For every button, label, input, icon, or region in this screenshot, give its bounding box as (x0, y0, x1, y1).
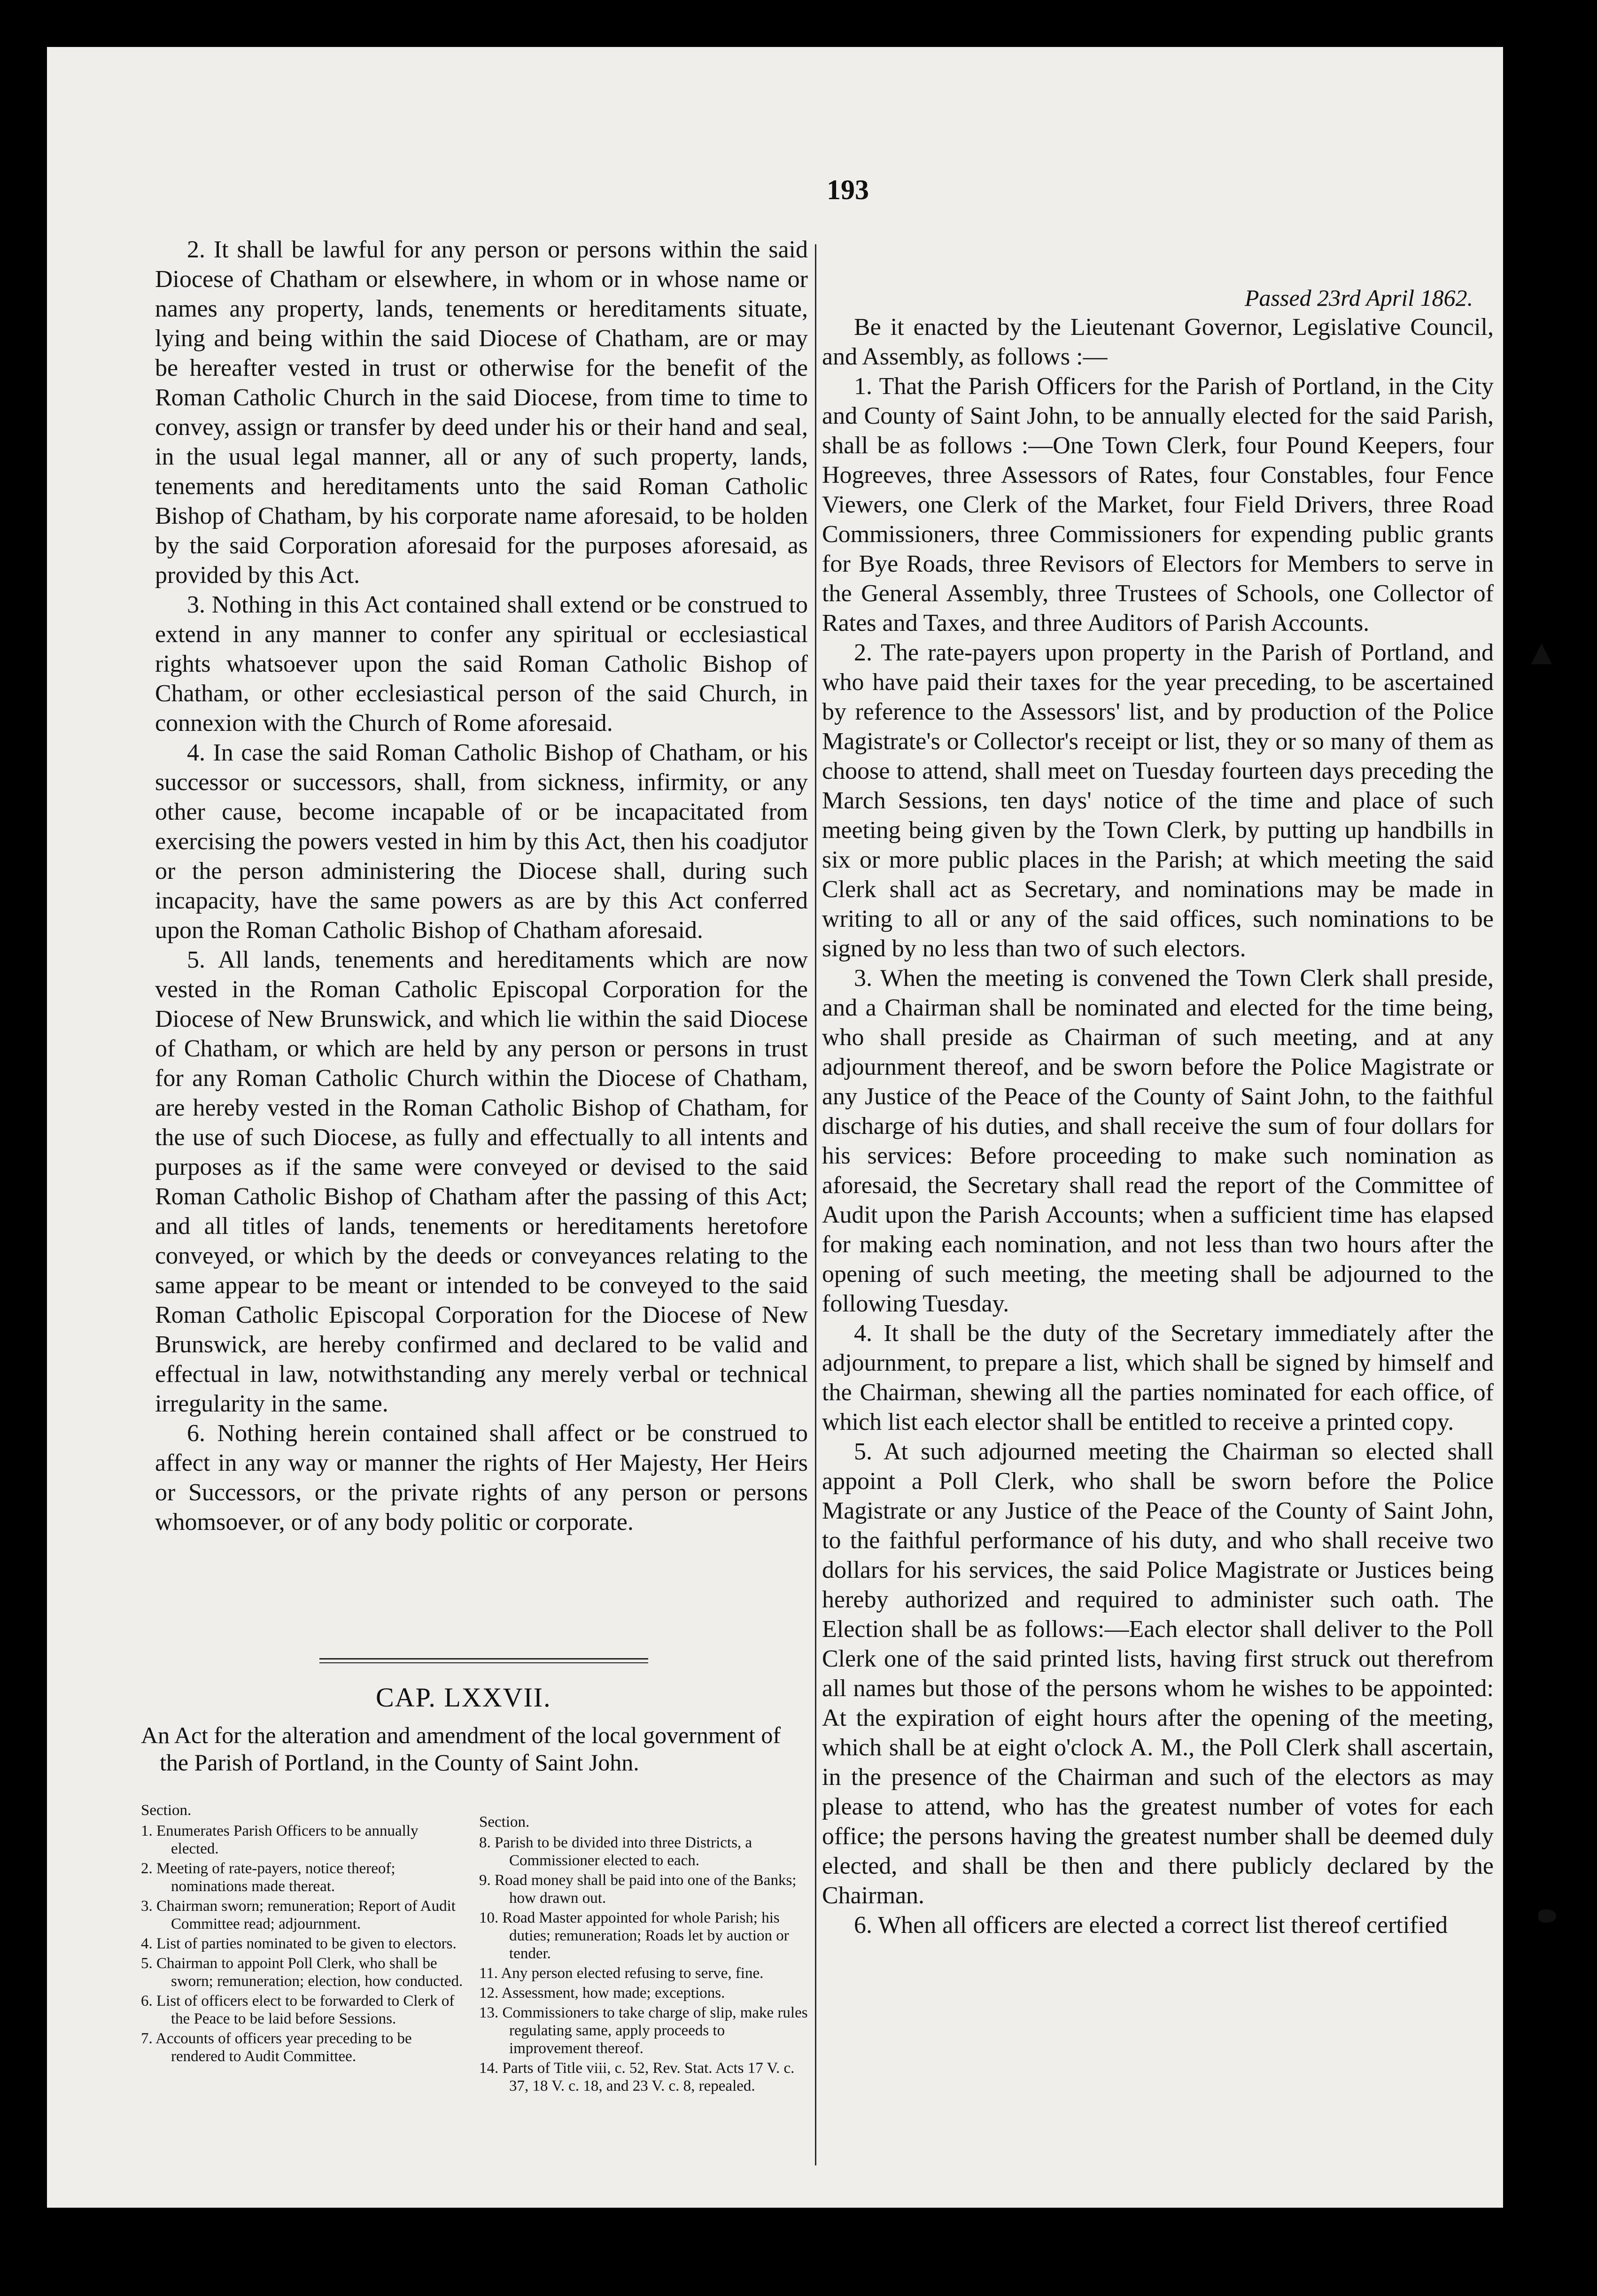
margin-mark-icon (1538, 1909, 1556, 1923)
chapter-heading: CAP. LXXVII. (376, 1682, 551, 1713)
paragraph: 3. When the meeting is convened the Town Clerk shall preside, and a Chairman shall be nominated and elected for the time being, who shall preside as Chairman of such meeting, and at any adjournment thereof, and be sworn before the Police Magistrate or any Justice of the Peace of the County of Saint John, to the faithful discharge of his duties, and shall receive the sum of four dollars for his services: Before proceeding to make such nomination as aforesaid, the Secretary shall read the report of the Committee of Audit upon the Parish Accounts; when a sufficient time has elapsed for making each nomination, and not less than two hours after the opening of such meeting, the meeting shall be adjourned to the following Tuesday. (822, 965, 1494, 1317)
section-item: 5. Chairman to appoint Poll Clerk, who shall be sworn; remuneration; election, how conducted. (141, 1955, 463, 1990)
section-item: 4. List of parties nominated to be given to electors. (141, 1935, 457, 1952)
sections-header: Section. (141, 1802, 192, 1819)
column-divider (815, 244, 816, 2165)
separator-rule (319, 1658, 648, 1663)
section-item: 10. Road Master appointed for whole Parish; his duties; remuneration; Roads let by auction or tender. (479, 1909, 789, 1962)
sections-header: Section. (479, 1814, 530, 1831)
paragraph: 6. When all officers are elected a correct list thereof certified (854, 1912, 1448, 1939)
section-item: 13. Commissioners to take charge of slip, make rules regulating same, apply proceeds to improvement thereof. (479, 2004, 808, 2057)
sections-list-left (141, 1801, 470, 2067)
passed-date: Passed 23rd April 1862. (1245, 285, 1473, 311)
section-item: 14. Parts of Title viii, c. 52, Rev. Stat. Acts 17 V. c. 37, 18 V. c. 18, and 23 V. c. 8, repealed. (479, 2060, 795, 2094)
left-column (155, 235, 808, 1537)
act-title: An Act for the alteration and amendment of the local government of the Parish of Portland, in the County of Saint John. (141, 1722, 781, 1776)
section-item: 9. Road money shall be paid into one of the Banks; how drawn out. (479, 1872, 797, 1907)
margin-mark-icon (1531, 644, 1552, 664)
paragraph: 2. The rate-payers upon property in the Parish of Portland, and who have paid their taxes for the year preceding, to be ascertained by reference to the Assessors' list, and by production of the Police Magistrate's or Collector's receipt or list, they or so many of them as choose to attend, shall meet on Tuesday fourteen days preceding the March Sessions, ten days' notice of the time and place of such meeting being given by the Town Clerk, by putting up handbills in six or more public places in the Parish; at which meeting the said Clerk shall act as Secretary, and nominations may be made in writing to all or any of the said offices, such nominations to be signed by no less than two of such electors. (822, 639, 1494, 962)
section-item: 12. Assessment, how made; exceptions. (479, 1985, 725, 2001)
section-item: 6. List of officers elect to be forwarded to Clerk of the Peace to be laid before Sessions. (141, 1993, 455, 2027)
sections-list-right (479, 1813, 808, 2097)
section-item: 7. Accounts of officers year preceding to be rendered to Audit Committee. (141, 2030, 412, 2065)
section-item: 2. Meeting of rate-payers, notice thereof; nominations made thereat. (141, 1860, 395, 1895)
paragraph: 5. At such adjourned meeting the Chairman so elected shall appoint a Poll Clerk, who shall be sworn before the Police Magistrate or any Justice of the Peace of the County of Saint John, to the faithful performance of his duty, and who shall receive two dollars for his services, the said Police Magistrate or Justices being hereby authorized and required to administer such oath. The Election shall be as follows:—Each elector shall deliver to the Poll Clerk one of the said printed lists, having first struck out therefrom all names but those of the persons whom he wishes to be appointed: At the expiration of eight hours after the opening of the meeting, which shall be at eight o'clock A. M., the Poll Clerk shall ascertain, in the presence of the Chairman and such of the electors as may please to attend, who has the greatest number of votes for each office; the persons having the greatest number shall be deemed duly elected, and shall be then and there publicly declared by the Chairman. (822, 1438, 1494, 1909)
section-item: 8. Parish to be divided into three Districts, a Commissioner elected to each. (479, 1834, 752, 1869)
enacting-clause: Be it enacted by the Lieutenant Governor, Legislative Council, and Assembly, as follows :— (822, 314, 1494, 370)
right-column (822, 312, 1494, 1940)
section-item: 3. Chairman sworn; remuneration; Report of Audit Committee read; adjournment. (141, 1898, 456, 1932)
page-number: 193 (827, 174, 869, 205)
paragraph: 5. All lands, tenements and hereditaments which are now vested in the Roman Catholic Episcopal Corporation for the Diocese of New Brunswick, and which lie within the said Diocese of Chatham, or which are held by any person or persons in trust for any Roman Catholic Church within the Diocese of Chatham, are hereby vested in the Roman Catholic Bishop of Chatham, for the use of such Diocese, as fully and effectually to all intents and purposes as if the same were conveyed or devised to the said Roman Catholic Bishop of Chatham after the passing of this Act; and all titles of lands, tenements or hereditaments heretofore conveyed, or which by the deeds or conveyances relating to the same appear to be meant or intended to be conveyed to the said Roman Catholic Episcopal Corporation for the Diocese of New Brunswick, are hereby confirmed and declared to be valid and effectual in law, notwithstanding any merely verbal or technical irregularity in the same. (155, 946, 808, 1417)
paragraph: 2. It shall be lawful for any person or persons within the said Diocese of Chatham or elsewhere, in whom or in whose name or names any property, lands, tenements or hereditaments situate, lying and being within the said Diocese of Chatham, are or may be hereafter vested in trust or otherwise for the benefit of the Roman Catholic Church in the said Diocese, from time to time to convey, assign or transfer by deed under his or their hand and seal, in the usual legal manner, all or any of such property, lands, tenements and hereditaments unto the said Roman Catholic Bishop of Chatham, by his corporate name aforesaid, to be holden by the said Corporation aforesaid for the purposes aforesaid, as provided by this Act. (155, 236, 808, 589)
paragraph: 4. It shall be the duty of the Secretary immediately after the adjournment, to prepare a list, which shall be signed by himself and the Chairman, shewing all the parties nominated for each office, of which list each elector shall be entitled to receive a printed copy. (822, 1320, 1494, 1435)
paragraph: 6. Nothing herein contained shall affect or be construed to affect in any way or manner the rights of Her Majesty, Her Heirs or Successors, or the private rights of any person or persons whomsoever, or of any body politic or corporate. (155, 1420, 808, 1536)
section-item: 1. Enumerates Parish Officers to be annually elected. (141, 1823, 419, 1857)
paragraph: 4. In case the said Roman Catholic Bishop of Chatham, or his successor or successors, shall, from sickness, infirmity, or any other cause, become incapable of or be incapacitated from exercising the powers vested in him by this Act, then his coadjutor or the person administering the Diocese shall, during such incapacity, have the same powers as are by this Act conferred upon the Roman Catholic Bishop of Chatham aforesaid. (155, 739, 808, 944)
document-page (47, 47, 1503, 2208)
section-item: 11. Any person elected refusing to serve, fine. (479, 1965, 764, 1982)
paragraph: 1. That the Parish Officers for the Parish of Portland, in the City and County of Saint John, to be annually elected for the said Parish, shall be as follows :—One Town Clerk, four Pound Keepers, four Hogreeves, three Assessors of Rates, four Constables, four Fence Viewers, one Clerk of the Market, four Field Drivers, three Road Commissioners, three Commissioners for expending public grants for Bye Roads, three Revisors of Electors for Members to serve in the General Assembly, three Trustees of Schools, one Collector of Rates and Taxes, and three Auditors of Parish Accounts. (822, 373, 1494, 636)
paragraph: 3. Nothing in this Act contained shall extend or be construed to extend in any manner to confer any spiritual or ecclesiastical rights whatsoever upon the said Roman Catholic Bishop of Chatham, or other ecclesiastical person of the said Church, in connexion with the Church of Rome aforesaid. (155, 591, 808, 737)
